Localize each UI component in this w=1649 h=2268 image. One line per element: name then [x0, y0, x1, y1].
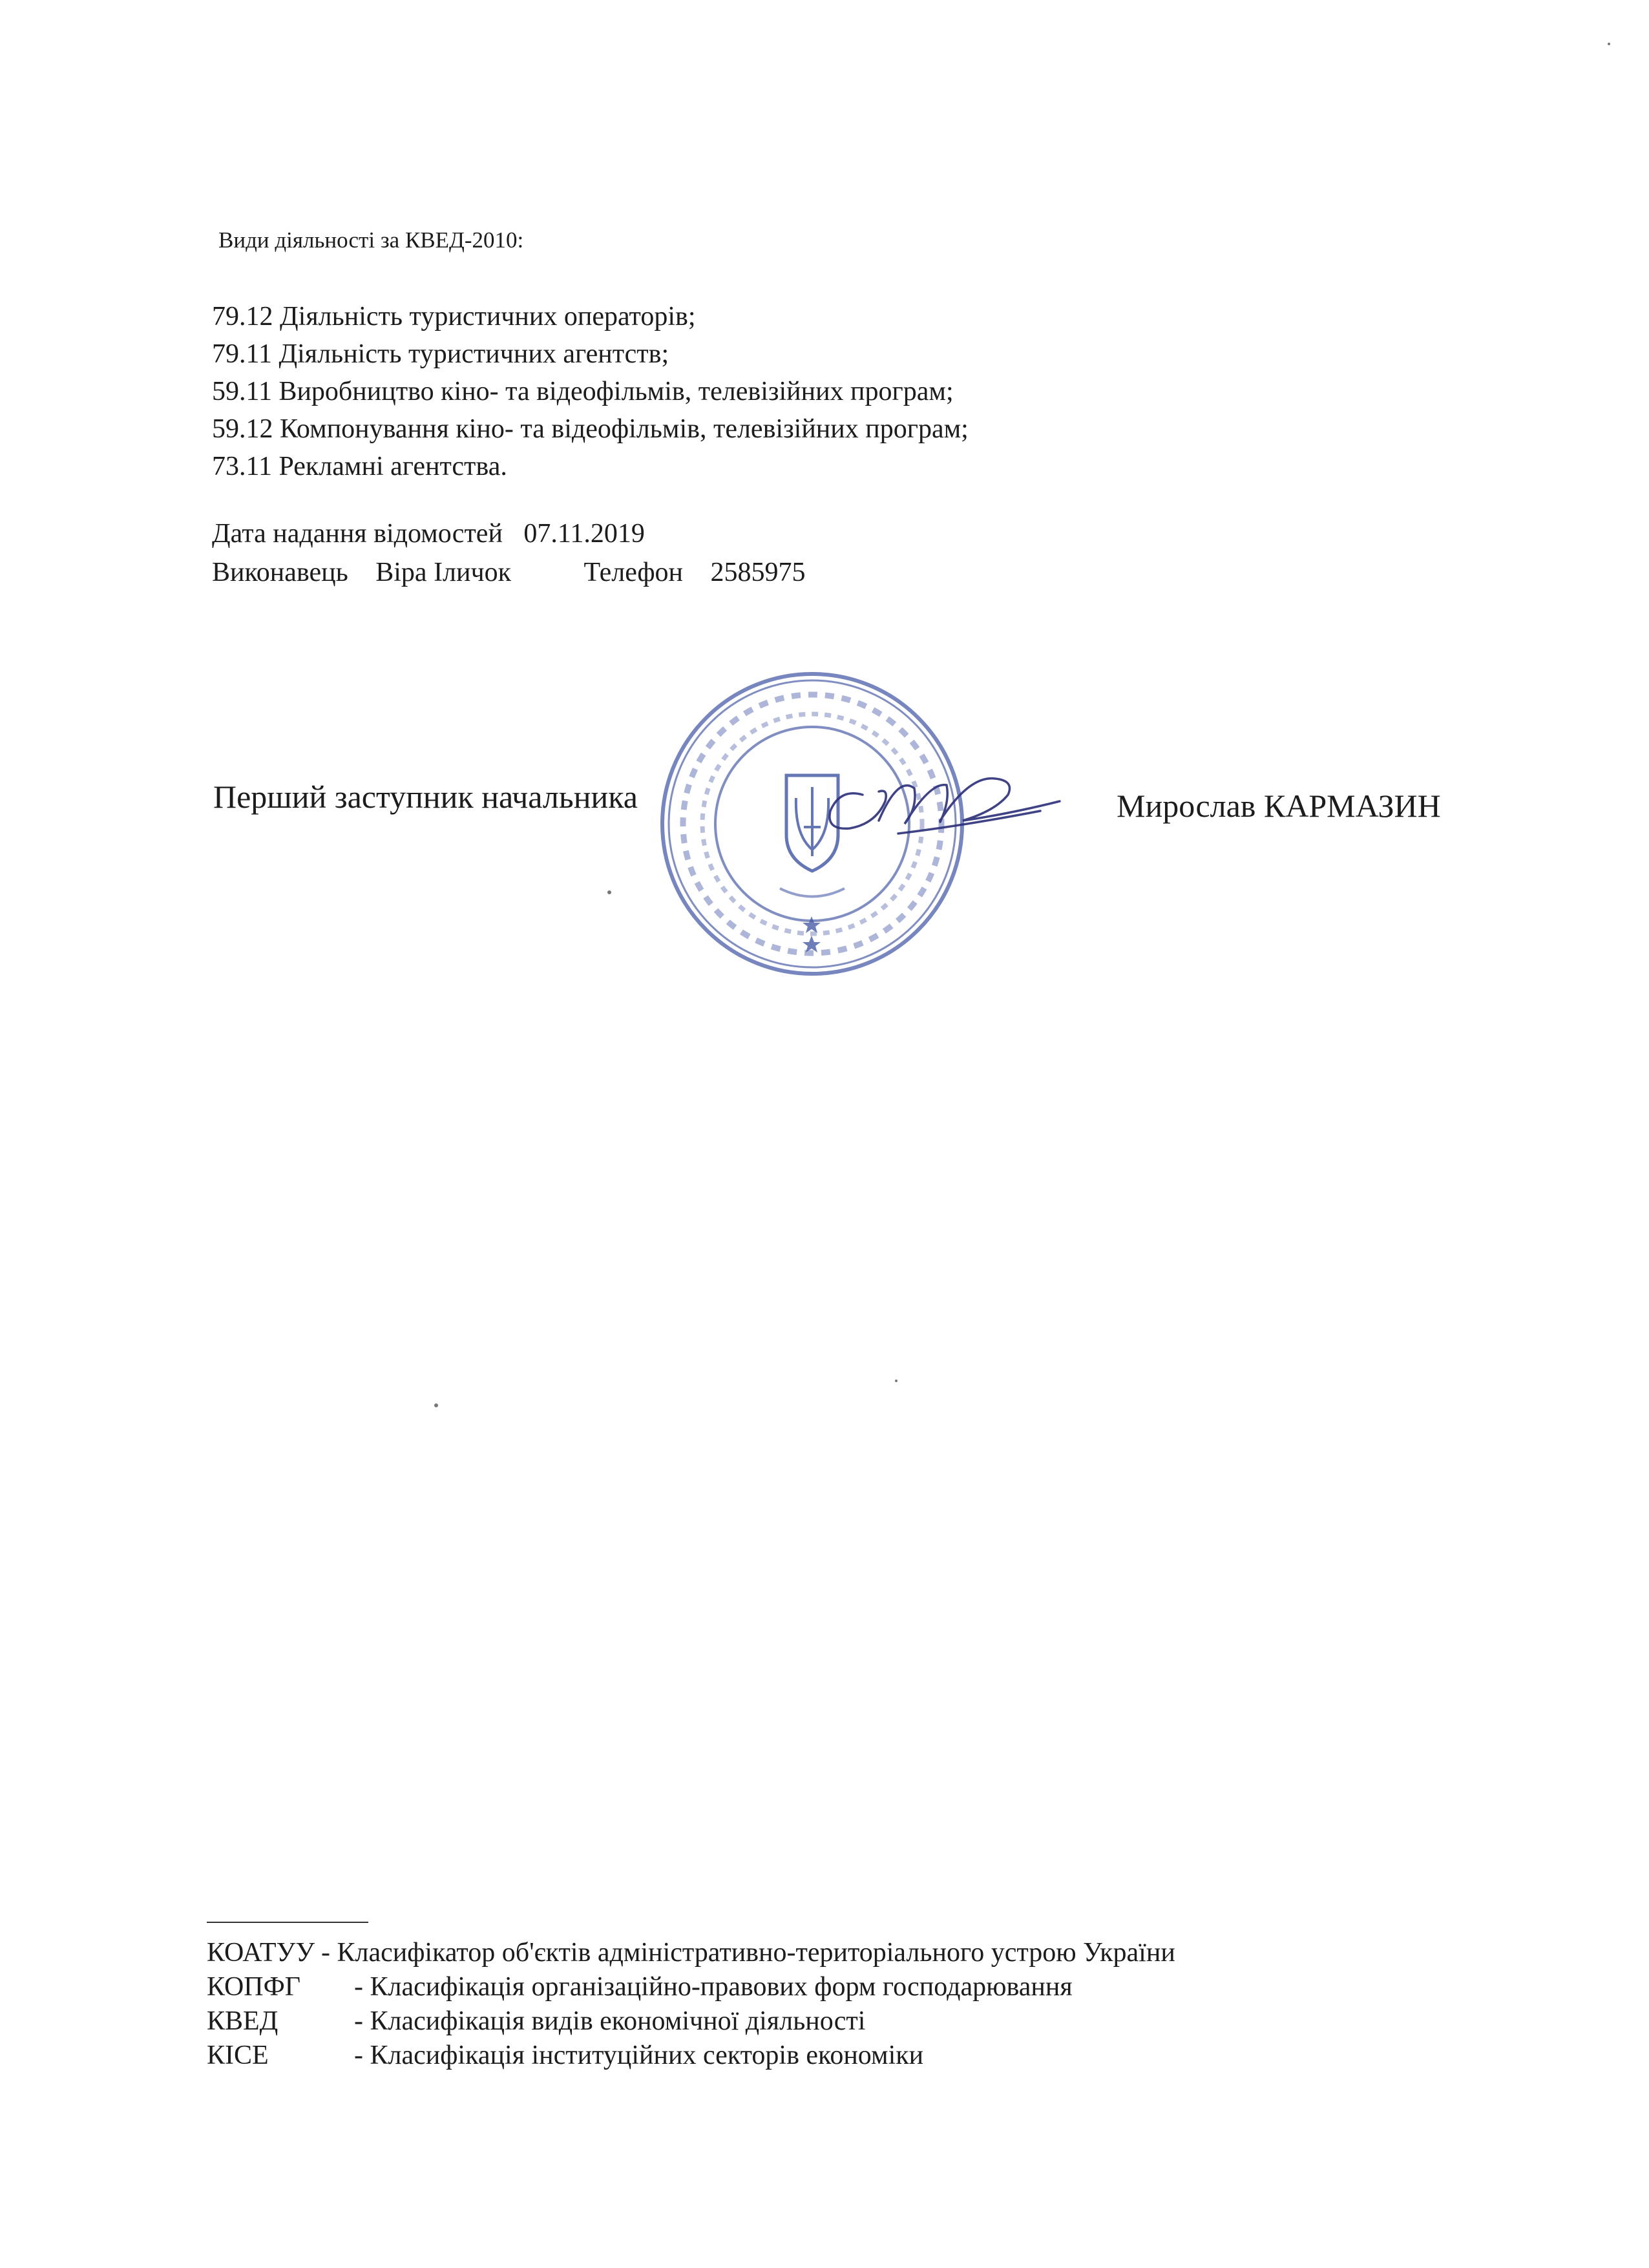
- executor-label: Виконавець: [212, 558, 348, 587]
- footnote-text: - Класифікація інституційних секторів економіки: [354, 2041, 924, 2070]
- date-value: 07.11.2019: [523, 519, 645, 549]
- footnote-abbr: КІСЕ: [207, 2041, 269, 2070]
- footnote-text: - Класифікатор об'єктів адміністративно-територіального устрою України: [320, 1938, 1175, 1968]
- kved-item: 59.11 Виробництво кіно- та відеофільмів, телевізійних програм;: [212, 377, 954, 406]
- date-line: [212, 518, 645, 549]
- executor-name: Віра Іличок: [375, 558, 512, 587]
- handwritten-signature: [801, 750, 1073, 853]
- footnote-abbr: КОПФГ: [207, 1972, 301, 2002]
- footnote-text: - Класифікація видів економічної діяльності: [354, 2006, 866, 2036]
- signatory-name: Мирослав КАРМАЗИН: [1117, 788, 1441, 824]
- phone-label: Телефон: [583, 558, 684, 587]
- footnote-item: [207, 1970, 1175, 2004]
- footnotes-list: [207, 1936, 1175, 2073]
- scan-speck: [607, 890, 611, 894]
- footnote-item: [207, 2004, 1175, 2039]
- footnote-text: - Класифікація організаційно-правових форм господарювання: [354, 1972, 1073, 2002]
- kved-list: [212, 298, 969, 485]
- section-heading: Види діяльності за КВЕД-2010:: [218, 227, 524, 253]
- footnote-abbr: КВЕД: [207, 2006, 278, 2036]
- signatory-title: Перший заступник начальника: [213, 779, 638, 815]
- executor-line: [212, 557, 806, 588]
- date-label: Дата надання відомостей: [212, 519, 503, 549]
- phone-value: 2585975: [710, 558, 806, 587]
- kved-item: 79.12 Діяльність туристичних операторів;: [212, 302, 696, 331]
- footnote-divider: [207, 1922, 368, 1923]
- kved-item: 73.11 Рекламні агентства.: [212, 452, 507, 481]
- scan-speck: [434, 1403, 438, 1407]
- footnote-item: [207, 2039, 1175, 2073]
- scan-speck: [895, 1380, 898, 1382]
- footnote-item: [207, 1936, 1175, 1970]
- kved-item: 79.11 Діяльність туристичних агентств;: [212, 339, 669, 369]
- kved-item: 59.12 Компонування кіно- та відеофільмів, телевізійних програм;: [212, 414, 969, 444]
- scan-speck: [1608, 43, 1610, 45]
- footnote-abbr: КОАТУУ: [207, 1938, 315, 1968]
